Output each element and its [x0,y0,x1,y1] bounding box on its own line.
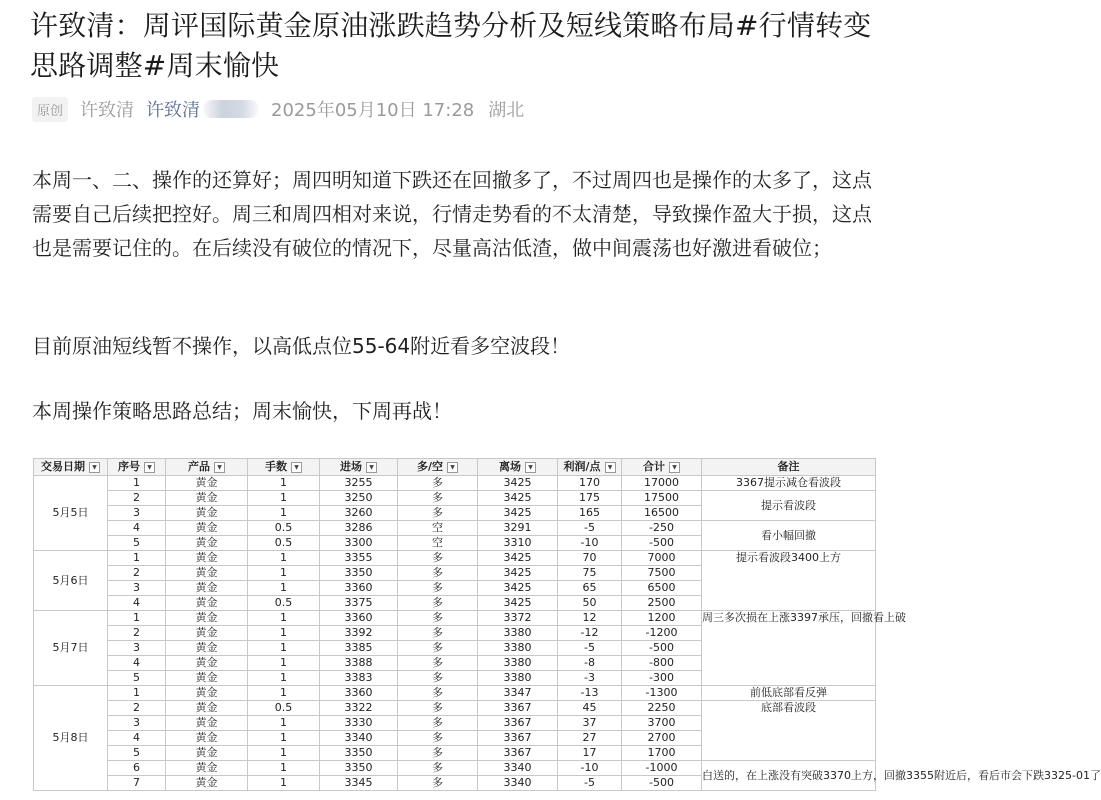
seq-cell[interactable]: 2 [108,566,166,581]
profit-points-cell[interactable]: 70 [558,551,622,566]
seq-cell[interactable]: 2 [108,626,166,641]
direction-cell[interactable]: 多 [398,761,478,776]
total-cell[interactable]: -1200 [622,626,702,641]
product-cell[interactable]: 黄金 [166,626,248,641]
header-cell[interactable]: 利润/点 ▼ [558,459,622,476]
table-row [34,551,876,566]
lots-cell[interactable]: 1 [248,551,320,566]
entry-cell[interactable]: 3383 [320,671,398,686]
product-cell[interactable]: 黄金 [166,656,248,671]
remark-cell[interactable]: 前低底部看反弹 [702,686,876,701]
profit-points-cell[interactable]: -10 [558,761,622,776]
entry-cell[interactable]: 3360 [320,686,398,701]
lots-cell[interactable]: 1 [248,686,320,701]
direction-cell[interactable]: 空 [398,536,478,551]
lots-cell[interactable]: 0.5 [248,536,320,551]
total-cell[interactable]: 7500 [622,566,702,581]
product-cell[interactable]: 黄金 [166,476,248,491]
seq-cell[interactable]: 4 [108,521,166,536]
filter-dropdown-icon[interactable]: ▼ [144,462,155,473]
direction-cell[interactable]: 多 [398,746,478,761]
exit-cell[interactable]: 3340 [478,761,558,776]
total-cell[interactable]: -500 [622,641,702,656]
entry-cell[interactable]: 3350 [320,746,398,761]
product-cell[interactable]: 黄金 [166,716,248,731]
seq-cell[interactable]: 3 [108,506,166,521]
table-row [34,521,876,536]
remark-cell[interactable]: 白送的，在上涨没有突破3370上方，回撤3355附近后，看后市会下跌3325-01了 [702,761,876,791]
direction-cell[interactable]: 空 [398,521,478,536]
location: 湖北 [488,100,525,121]
product-cell[interactable]: 黄金 [166,746,248,761]
profit-points-cell[interactable]: 170 [558,476,622,491]
seq-cell[interactable]: 3 [108,641,166,656]
direction-cell[interactable]: 多 [398,686,478,701]
product-cell[interactable]: 黄金 [166,671,248,686]
direction-cell[interactable]: 多 [398,476,478,491]
paragraph-summary: 本周操作策略思路总结；周末愉快，下周再战！ [32,399,452,423]
table-header-row [34,459,876,476]
profit-points-cell[interactable]: -5 [558,776,622,791]
total-cell[interactable]: -1000 [622,761,702,776]
profit-points-cell[interactable]: 75 [558,566,622,581]
lots-cell[interactable]: 1 [248,641,320,656]
lots-cell[interactable]: 1 [248,566,320,581]
lots-cell[interactable]: 1 [248,776,320,791]
entry-cell[interactable]: 3330 [320,716,398,731]
product-cell[interactable]: 黄金 [166,641,248,656]
direction-cell[interactable]: 多 [398,551,478,566]
filter-dropdown-icon[interactable]: ▼ [525,462,536,473]
total-cell[interactable]: -800 [622,656,702,671]
entry-cell[interactable]: 3300 [320,536,398,551]
exit-cell[interactable]: 3380 [478,641,558,656]
trade-table [33,458,1101,791]
profit-points-cell[interactable]: 17 [558,746,622,761]
original-badge: 原创 [32,97,68,122]
seq-cell[interactable]: 4 [108,596,166,611]
header-cell[interactable]: 合计 ▼ [622,459,702,476]
entry-cell[interactable]: 3255 [320,476,398,491]
seq-cell[interactable]: 5 [108,536,166,551]
lots-cell[interactable]: 1 [248,491,320,506]
exit-cell[interactable]: 3425 [478,476,558,491]
table-row [34,686,876,701]
filter-dropdown-icon[interactable]: ▼ [447,462,458,473]
direction-cell[interactable]: 多 [398,611,478,626]
seq-cell[interactable]: 2 [108,701,166,716]
header-cell[interactable]: 手数 ▼ [248,459,320,476]
remark-cell[interactable]: 看小幅回撤 [702,521,876,551]
seq-cell[interactable]: 6 [108,761,166,776]
paragraph-weekly-review: 本周一、二、操作的还算好；周四明知道下跌还在回撤多了，不过周四也是操作的太多了，这点需要自己后续把控好。周三和周四相对来说，行情走势看的不太清楚，导致操作盈大于损，这点也是需要记住的。在后续没有破位的情况下，尽量高沽低渣，做中间震荡也好激进看破位； [32,168,872,260]
profit-points-cell[interactable]: 12 [558,611,622,626]
total-cell[interactable]: 2700 [622,731,702,746]
trade-date-cell[interactable]: 5月5日 [34,476,108,551]
seq-cell[interactable]: 3 [108,581,166,596]
filter-dropdown-icon[interactable]: ▼ [89,462,100,473]
trade-date-cell[interactable]: 5月8日 [34,686,108,791]
product-cell[interactable]: 黄金 [166,611,248,626]
exit-cell[interactable]: 3347 [478,686,558,701]
exit-cell[interactable]: 3425 [478,506,558,521]
exit-cell[interactable]: 3367 [478,746,558,761]
header-cell[interactable]: 序号 ▼ [108,459,166,476]
lots-cell[interactable]: 1 [248,761,320,776]
entry-cell[interactable]: 3350 [320,566,398,581]
product-cell[interactable]: 黄金 [166,551,248,566]
total-cell[interactable]: 7000 [622,551,702,566]
exit-cell[interactable]: 3425 [478,491,558,506]
product-cell[interactable]: 黄金 [166,506,248,521]
seq-cell[interactable]: 1 [108,551,166,566]
remark-cell[interactable]: 3367提示减仓看波段 [702,476,876,491]
total-cell[interactable]: 3700 [622,716,702,731]
author-name: 许致清 [80,100,135,121]
table-row [34,761,876,776]
lots-cell[interactable]: 1 [248,506,320,521]
trade-date-cell[interactable]: 5月6日 [34,551,108,611]
product-cell[interactable]: 黄金 [166,596,248,611]
entry-cell[interactable]: 3250 [320,491,398,506]
profit-points-cell[interactable]: -12 [558,626,622,641]
trade-date-cell[interactable]: 5月7日 [34,611,108,686]
total-cell[interactable]: 1700 [622,746,702,761]
filter-dropdown-icon[interactable]: ▼ [669,462,680,473]
blurred-account-suffix [203,100,259,118]
direction-cell[interactable]: 多 [398,626,478,641]
exit-cell[interactable]: 3367 [478,716,558,731]
account-link[interactable]: 许致清 [146,100,201,121]
seq-cell[interactable]: 4 [108,656,166,671]
profit-points-cell[interactable]: -10 [558,536,622,551]
entry-cell[interactable]: 3322 [320,701,398,716]
profit-points-cell[interactable]: -5 [558,641,622,656]
direction-cell[interactable]: 多 [398,596,478,611]
filter-dropdown-icon[interactable]: ▼ [605,462,616,473]
direction-cell[interactable]: 多 [398,566,478,581]
exit-cell[interactable]: 3425 [478,581,558,596]
remark-cell[interactable]: 周三多次损在上涨3397承压，回撤看上破 [702,611,876,686]
exit-cell[interactable]: 3380 [478,671,558,686]
exit-cell[interactable]: 3380 [478,656,558,671]
entry-cell[interactable]: 3375 [320,596,398,611]
exit-cell[interactable]: 3372 [478,611,558,626]
total-cell[interactable]: 1200 [622,611,702,626]
direction-cell[interactable]: 多 [398,506,478,521]
product-cell[interactable]: 黄金 [166,536,248,551]
product-cell[interactable]: 黄金 [166,701,248,716]
exit-cell[interactable]: 3367 [478,731,558,746]
seq-cell[interactable]: 1 [108,611,166,626]
exit-cell[interactable]: 3367 [478,701,558,716]
header-cell[interactable]: 产品 ▼ [166,459,248,476]
publish-date: 2025年05月10日 17:28 [271,100,475,121]
exit-cell[interactable]: 3425 [478,551,558,566]
profit-points-cell[interactable]: -5 [558,521,622,536]
seq-cell[interactable]: 1 [108,476,166,491]
lots-cell[interactable]: 0.5 [248,701,320,716]
direction-cell[interactable]: 多 [398,776,478,791]
product-cell[interactable]: 黄金 [166,581,248,596]
table-row [34,491,876,506]
profit-points-cell[interactable]: -13 [558,686,622,701]
lots-cell[interactable]: 0.5 [248,521,320,536]
total-cell[interactable]: 17000 [622,476,702,491]
seq-cell[interactable]: 7 [108,776,166,791]
profit-points-cell[interactable]: 175 [558,491,622,506]
seq-cell[interactable]: 4 [108,731,166,746]
total-cell[interactable]: -250 [622,521,702,536]
product-cell[interactable]: 黄金 [166,761,248,776]
total-cell[interactable]: -1300 [622,686,702,701]
total-cell[interactable]: -500 [622,776,702,791]
remark-cell[interactable]: 提示看波段3400上方 [702,551,876,611]
profit-points-cell[interactable]: -3 [558,671,622,686]
article-meta [32,96,524,122]
seq-cell[interactable]: 5 [108,671,166,686]
filter-dropdown-icon[interactable]: ▼ [366,462,377,473]
total-cell[interactable]: 2500 [622,596,702,611]
product-cell[interactable]: 黄金 [166,686,248,701]
direction-cell[interactable]: 多 [398,671,478,686]
lots-cell[interactable]: 1 [248,671,320,686]
entry-cell[interactable]: 3260 [320,506,398,521]
header-cell[interactable]: 交易日期 ▼ [34,459,108,476]
exit-cell[interactable]: 3340 [478,776,558,791]
product-cell[interactable]: 黄金 [166,521,248,536]
direction-cell[interactable]: 多 [398,731,478,746]
product-cell[interactable]: 黄金 [166,566,248,581]
profit-points-cell[interactable]: -8 [558,656,622,671]
profit-points-cell[interactable]: 27 [558,731,622,746]
lots-cell[interactable]: 1 [248,626,320,641]
trade-record-table-image [33,458,1101,792]
profit-points-cell[interactable]: 50 [558,596,622,611]
total-cell[interactable]: -300 [622,671,702,686]
profit-points-cell[interactable]: 37 [558,716,622,731]
lots-cell[interactable]: 0.5 [248,596,320,611]
product-cell[interactable]: 黄金 [166,731,248,746]
entry-cell[interactable]: 3388 [320,656,398,671]
filter-dropdown-icon[interactable]: ▼ [291,462,302,473]
profit-points-cell[interactable]: 45 [558,701,622,716]
total-cell[interactable]: 17500 [622,491,702,506]
direction-cell[interactable]: 多 [398,641,478,656]
entry-cell[interactable]: 3392 [320,626,398,641]
direction-cell[interactable]: 多 [398,701,478,716]
lots-cell[interactable]: 1 [248,581,320,596]
entry-cell[interactable]: 3340 [320,731,398,746]
exit-cell[interactable]: 3310 [478,536,558,551]
seq-cell[interactable]: 2 [108,491,166,506]
direction-cell[interactable]: 多 [398,656,478,671]
lots-cell[interactable]: 1 [248,716,320,731]
header-cell[interactable]: 多/空 ▼ [398,459,478,476]
table-body [34,476,1101,791]
exit-cell[interactable]: 3425 [478,596,558,611]
lots-cell[interactable]: 1 [248,731,320,746]
article-title: 许致清：周评国际黄金原油涨跌趋势分析及短线策略布局#行情转变思路调整#周末愉快 [30,9,872,82]
lots-cell[interactable]: 1 [248,656,320,671]
lots-cell[interactable]: 1 [248,746,320,761]
total-cell[interactable]: 16500 [622,506,702,521]
seq-cell[interactable]: 1 [108,686,166,701]
entry-cell[interactable]: 3385 [320,641,398,656]
profit-points-cell[interactable]: 165 [558,506,622,521]
entry-cell[interactable]: 3360 [320,581,398,596]
lots-cell[interactable]: 1 [248,611,320,626]
total-cell[interactable]: -500 [622,536,702,551]
direction-cell[interactable]: 多 [398,716,478,731]
direction-cell[interactable]: 多 [398,581,478,596]
exit-cell[interactable]: 3291 [478,521,558,536]
remark-cell[interactable]: 底部看波段 [702,701,876,761]
total-cell[interactable]: 6500 [622,581,702,596]
header-cell[interactable]: 离场 ▼ [478,459,558,476]
header-cell[interactable]: 进场 ▼ [320,459,398,476]
exit-cell[interactable]: 3380 [478,626,558,641]
table-row [34,611,876,626]
entry-cell[interactable]: 3286 [320,521,398,536]
paragraph-crude-oil: 目前原油短线暂不操作，以高低点位55-64附近看多空波段！ [32,334,571,358]
exit-cell[interactable]: 3425 [478,566,558,581]
entry-cell[interactable]: 3345 [320,776,398,791]
table-row [34,476,876,491]
table-row [34,701,876,716]
filter-dropdown-icon[interactable]: ▼ [214,462,225,473]
lots-cell[interactable]: 1 [248,476,320,491]
profit-points-cell[interactable]: 65 [558,581,622,596]
entry-cell[interactable]: 3360 [320,611,398,626]
product-cell[interactable]: 黄金 [166,776,248,791]
product-cell[interactable]: 黄金 [166,491,248,506]
header-cell-remarks: 备注 [702,459,876,476]
direction-cell[interactable]: 多 [398,491,478,506]
seq-cell[interactable]: 5 [108,746,166,761]
total-cell[interactable]: 2250 [622,701,702,716]
remark-cell[interactable]: 提示看波段 [702,491,876,521]
entry-cell[interactable]: 3350 [320,761,398,776]
entry-cell[interactable]: 3355 [320,551,398,566]
seq-cell[interactable]: 3 [108,716,166,731]
